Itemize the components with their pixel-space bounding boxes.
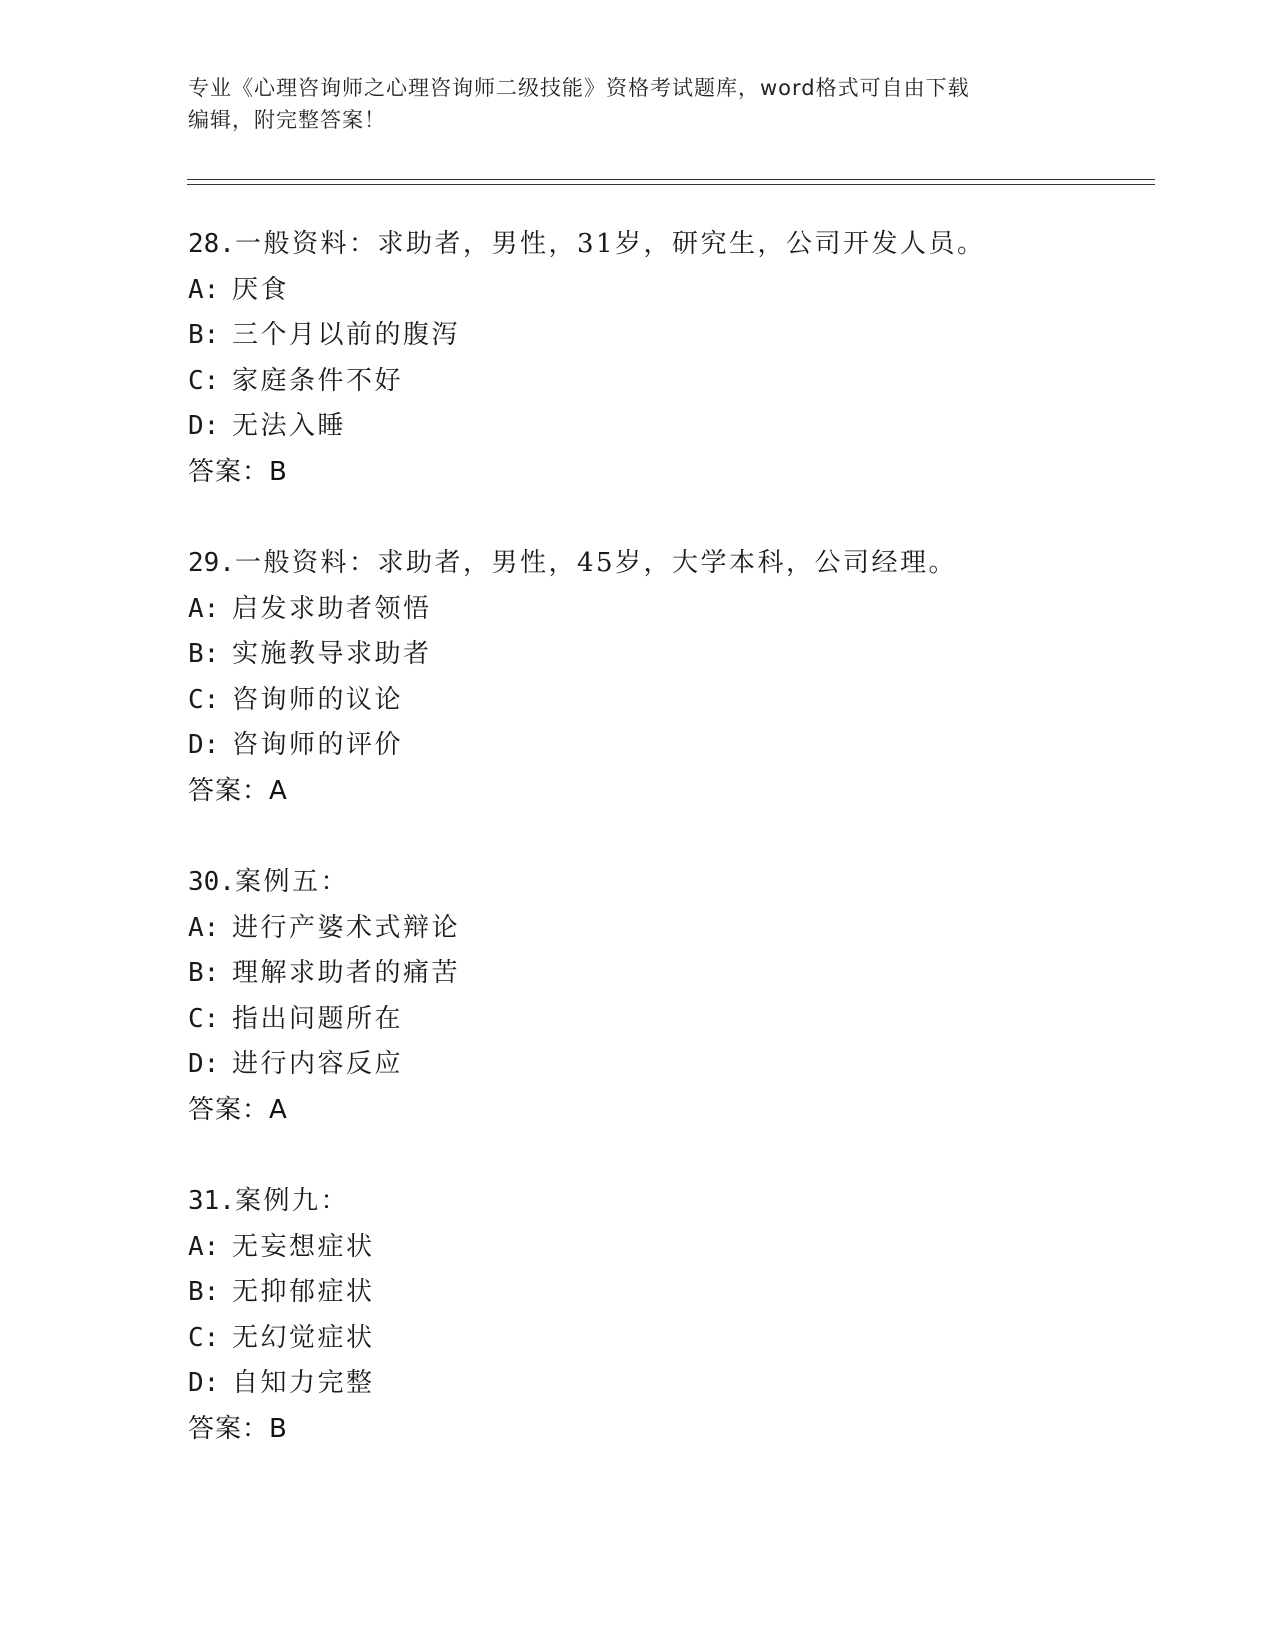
option-label: D:: [188, 1368, 220, 1398]
option-text: 理解求助者的痛苦: [232, 958, 461, 988]
question-number: 29.: [188, 548, 235, 578]
option-b: [188, 951, 1148, 997]
option-label: B:: [188, 320, 220, 350]
option-text: 指出问题所在: [232, 1003, 404, 1034]
option-d: [188, 1042, 1148, 1088]
option-label: B:: [188, 958, 220, 988]
option-text: 厌食: [232, 274, 290, 305]
question-text: 一般资料：求助者，男性，31岁，研究生，公司开发人员。: [234, 229, 986, 259]
option-d: [188, 723, 1148, 769]
option-label: C:: [188, 1003, 220, 1034]
option-label: B:: [188, 1277, 220, 1307]
option-label: D:: [188, 411, 220, 441]
option-text: 进行内容反应: [232, 1049, 404, 1079]
option-a: [188, 906, 1148, 952]
option-b: [188, 1270, 1148, 1316]
option-label: A:: [188, 912, 220, 943]
option-label: A:: [188, 274, 220, 305]
question-block-28: [188, 222, 1148, 495]
option-label: A:: [188, 593, 220, 624]
question-text: 案例九：: [234, 1186, 349, 1216]
option-text: 三个月以前的腹泻: [232, 320, 461, 350]
header-divider-bottom: [187, 184, 1155, 185]
header-line-1: 专业《心理咨询师之心理咨询师二级技能》资格考试题库，word格式可自由下载: [188, 76, 970, 100]
option-b: [188, 632, 1148, 678]
answer-line: 答案：A: [188, 775, 288, 806]
option-text: 无法入睡: [232, 411, 347, 441]
question-text: 案例五：: [234, 867, 349, 897]
option-text: 无妄想症状: [232, 1231, 375, 1262]
option-text: 启发求助者领悟: [232, 593, 432, 624]
option-text: 咨询师的议论: [232, 684, 404, 715]
option-c: [188, 359, 1148, 405]
option-label: C:: [188, 1322, 220, 1353]
option-a: [188, 268, 1148, 314]
answer-line: 答案：B: [188, 1413, 288, 1444]
question-stem: [188, 222, 1148, 268]
question-number: 31.: [188, 1186, 235, 1216]
option-c: [188, 678, 1148, 724]
question-stem: [188, 541, 1148, 587]
question-block-29: [188, 541, 1148, 814]
question-number: 30.: [188, 867, 235, 897]
question-block-30: [188, 860, 1148, 1133]
answer-line: 答案：A: [188, 1094, 288, 1125]
header-divider-top: [187, 179, 1155, 180]
option-c: [188, 1316, 1148, 1362]
question-number: 28.: [188, 229, 235, 259]
option-label: D:: [188, 730, 220, 760]
option-label: C:: [188, 365, 220, 396]
question-stem: [188, 1179, 1148, 1225]
option-text: 咨询师的评价: [232, 730, 404, 760]
option-label: D:: [188, 1049, 220, 1079]
option-text: 实施教导求助者: [232, 639, 432, 669]
question-stem: [188, 860, 1148, 906]
answer-line: 答案：B: [188, 456, 288, 487]
document-header: [188, 72, 1088, 136]
option-text: 自知力完整: [232, 1368, 375, 1398]
question-text: 一般资料：求助者，男性，45岁，大学本科，公司经理。: [234, 548, 958, 578]
header-line-2: 编辑，附完整答案！: [188, 108, 386, 132]
option-text: 进行产婆术式辩论: [232, 912, 461, 943]
question-block-31: [188, 1179, 1148, 1452]
option-label: C:: [188, 684, 220, 715]
option-text: 无幻觉症状: [232, 1322, 375, 1353]
option-text: 无抑郁症状: [232, 1277, 375, 1307]
option-label: B:: [188, 639, 220, 669]
option-d: [188, 1361, 1148, 1407]
option-a: [188, 587, 1148, 633]
option-b: [188, 313, 1148, 359]
option-d: [188, 404, 1148, 450]
option-c: [188, 997, 1148, 1043]
option-label: A:: [188, 1231, 220, 1262]
option-text: 家庭条件不好: [232, 365, 404, 396]
option-a: [188, 1225, 1148, 1271]
